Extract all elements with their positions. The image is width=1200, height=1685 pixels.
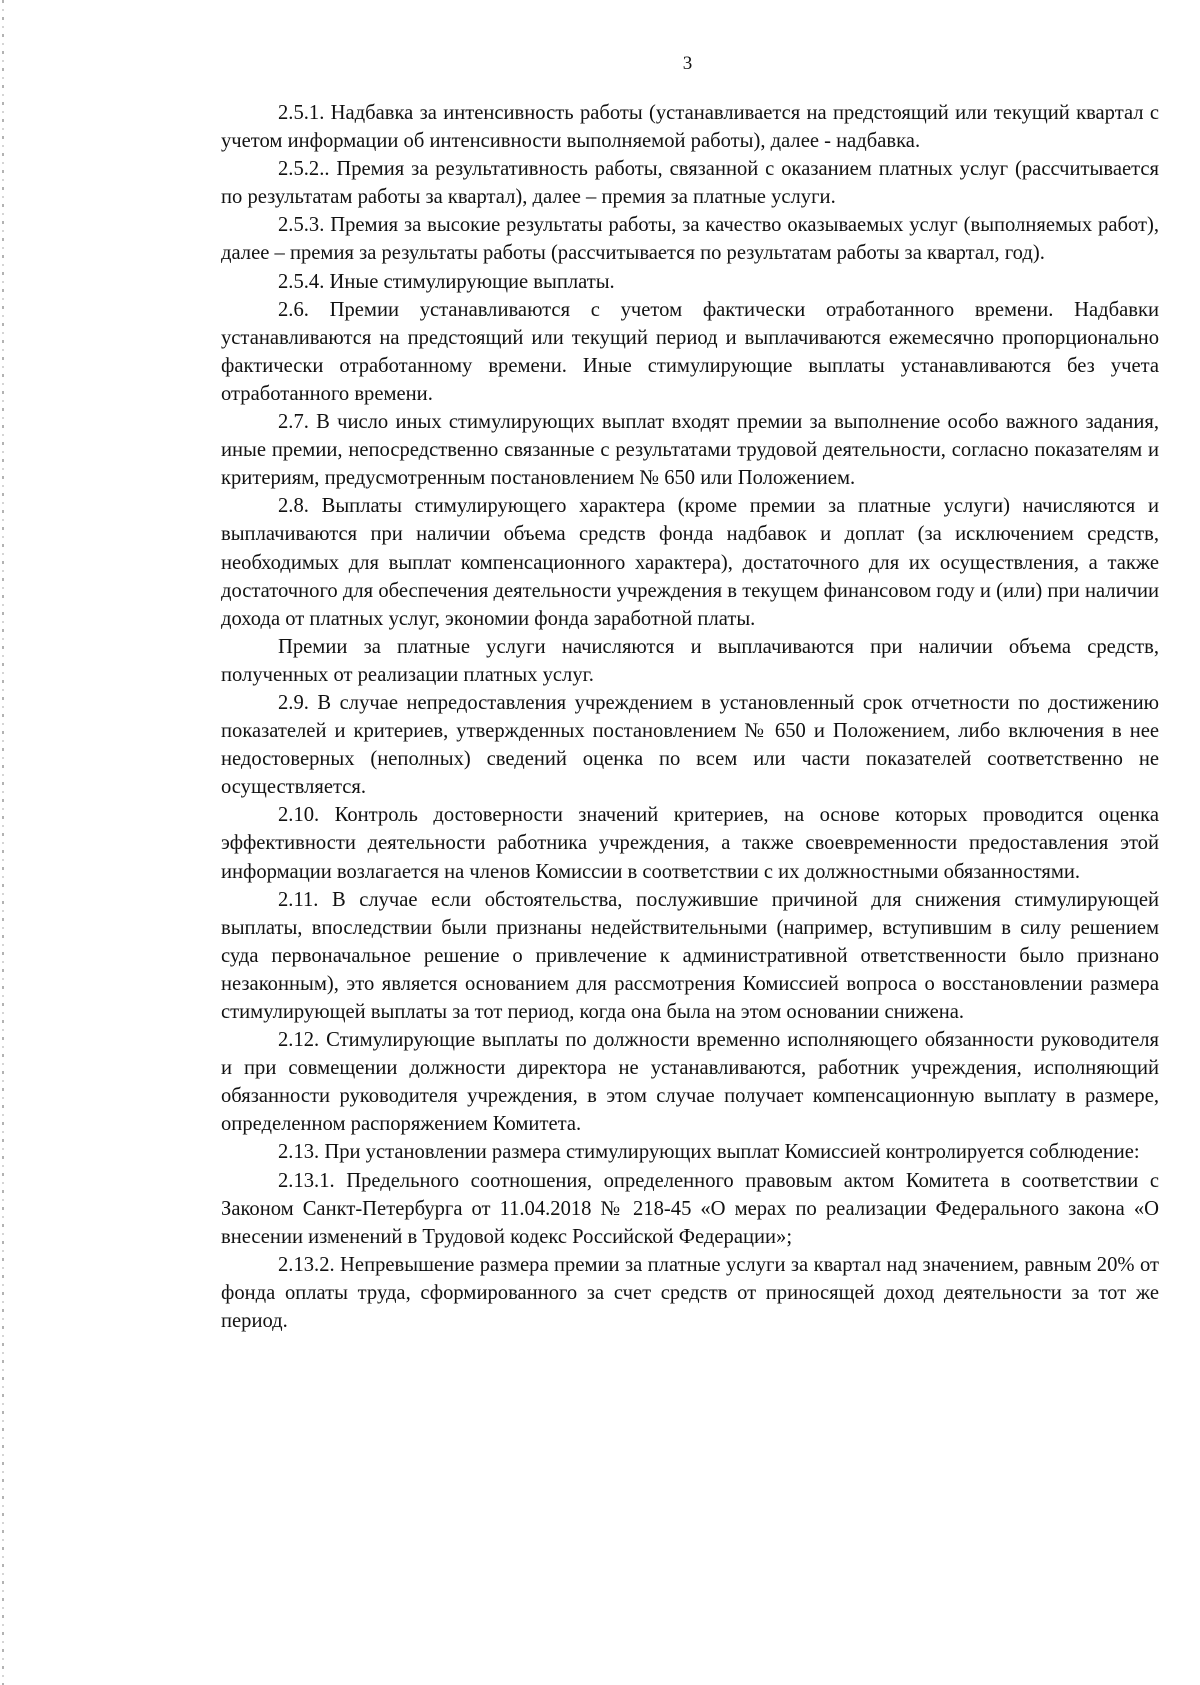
- page-number: 3: [682, 53, 693, 74]
- paragraph-2-9: 2.9. В случае непредоставления учреждением в установленный срок отчетности по достижению показателей и критериев, утвержденных постановлением № 650 и Положением, либо включения в нее недостоверных (неполных) сведений оценка по всем или части показателей соответственно не осуществляется.: [221, 691, 1159, 799]
- paragraph-2-11: 2.11. В случае если обстоятельства, послужившие причиной для снижения стимулирующей выплаты, впоследствии были признаны недействительными (например, вступившим в силу решением суда первоначальное решение о привлечение к административной ответственности было признано незаконным), это является основанием для рассмотрения Комиссией вопроса о восстановлении размера стимулирующей выплаты за тот период, когда она была на этом основании снижена.: [221, 888, 1159, 1023]
- paragraph-2-13-2: 2.13.2. Непревышение размера премии за платные услуги за квартал над значением, равным 20% от фонда оплаты труда, сформированного за счет средств от приносящей доход деятельности за тот же период.: [221, 1253, 1159, 1333]
- paragraph-2-13-1: 2.13.1. Предельного соотношения, определенного правовым актом Комитета в соответствии с Законом Санкт-Петербурга от 11.04.2018 № 218-45 «О мерах по реализации Федерального закона «О внесении изменений в Трудовой кодекс Российской Федерации»;: [221, 1169, 1159, 1248]
- paragraph-2-8: 2.8. Выплаты стимулирующего характера (кроме премии за платные услуги) начисляются и выплачиваются при наличии объема средств фонда надбавок и доплат (за исключением средств, необходимых для выплат компенсационного характера), достаточного для их осуществления, а также достаточного для обеспечения деятельности учреждения в текущем финансовом году и (или) при наличии дохода от платных услуг, экономии фонда заработной платы.: [221, 495, 1159, 630]
- paragraph-2-5-1: 2.5.1. Надбавка за интенсивность работы (устанавливается на предстоящий или текущий квартал с учетом информации об интенсивности выполняемой работы), далее - надбавка.: [221, 102, 1159, 153]
- paragraph-2-6: 2.6. Премии устанавливаются с учетом фактически отработанного времени. Надбавки устанавливаются на предстоящий или текущий период и выплачиваются ежемесячно пропорционально фактически отработанному времени. Иные стимулирующие выплаты устанавливаются без учета отработанного времени.: [221, 298, 1159, 405]
- paragraph-2-5-4: 2.5.4. Иные стимулирующие выплаты.: [278, 270, 615, 293]
- paragraph-2-12: 2.12. Стимулирующие выплаты по должности временно исполняющего обязанности руководителя и при совмещении должности директора не устанавливаются, работник учреждения, исполняющий обязанности руководителя учреждения, в этом случае получает компенсационную выплату в размере, определенном распоряжением Комитета.: [221, 1029, 1159, 1136]
- paragraph-2-5-2: 2.5.2.. Премия за результативность работы, связанной с оказанием платных услуг (рассчитывается по результатам работы за квартал), далее – премия за платные услуги.: [221, 158, 1159, 209]
- paragraph-2-5-3: 2.5.3. Премия за высокие результаты работы, за качество оказываемых услуг (выполняемых работ), далее – премия за результаты работы (рассчитывается по результатам работы за квартал, год).: [221, 214, 1159, 265]
- scan-edge-marks: [2, 0, 4, 1685]
- paragraph-2-7: 2.7. В число иных стимулирующих выплат входят премии за выполнение особо важного задания, иные премии, непосредственно связанные с результатами трудовой деятельности, согласно показателям и критериям, предусмотренным постановлением № 650 или Положением.: [221, 411, 1159, 490]
- document-body: [221, 99, 1159, 1335]
- paragraph-2-10: 2.10. Контроль достоверности значений критериев, на основе которых проводится оценка эффективности деятельности работника учреждения, а также своевременности предоставления этой информации возлагается на членов Комиссии в соответствии с их должностными обязанностями.: [221, 804, 1159, 883]
- paragraph-2-13: 2.13. При установлении размера стимулирующих выплат Комиссией контролируется соблюдение:: [278, 1141, 1140, 1164]
- paragraph-paid-services-bonus: Премии за платные услуги начисляются и выплачиваются при наличии объема средств, полученных от реализации платных услуг.: [221, 635, 1159, 686]
